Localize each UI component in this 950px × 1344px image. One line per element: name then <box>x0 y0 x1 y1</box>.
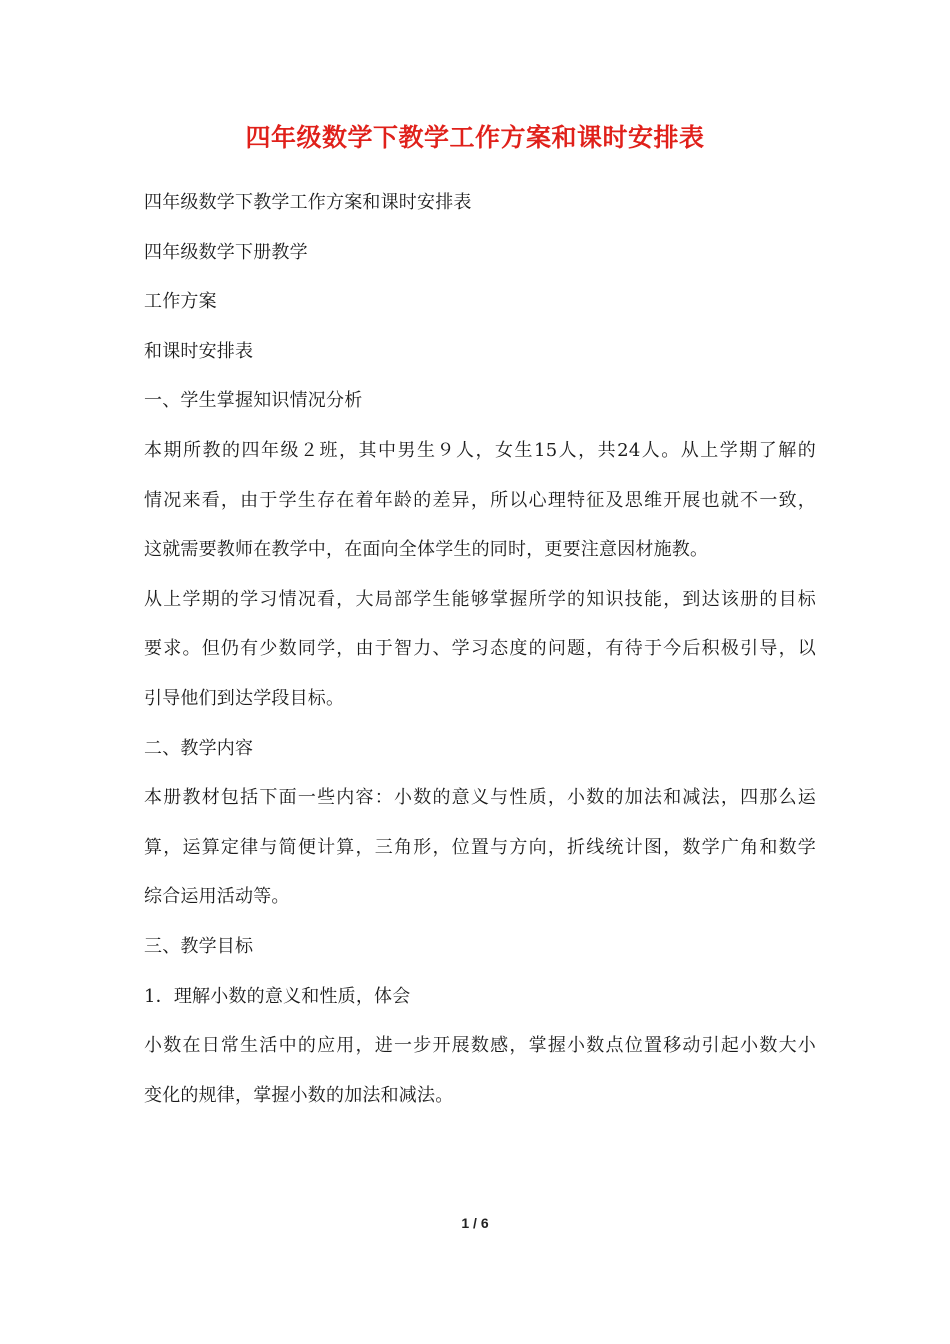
body-line: 1．理解小数的意义和性质，体会 <box>144 985 411 1007</box>
body-line: 这就需要教师在教学中，在面向全体学生的同时，更要注意因材施教。 <box>144 539 709 561</box>
body-line: 本册教材包括下面一些内容：小数的意义与性质，小数的加法和减法，四那么运 <box>144 787 816 809</box>
body-line: 算，运算定律与简便计算，三角形，位置与方向，折线统计图，数学广角和数学 <box>144 836 816 858</box>
document-body <box>144 178 816 1120</box>
body-line: 引导他们到达学段目标。 <box>144 687 345 709</box>
body-line: 本期所教的四年级２班，其中男生９人，女生15人，共24人。从上学期了解的 <box>144 439 816 461</box>
body-line: 从上学期的学习情况看，大局部学生能够掌握所学的知识技能，到达该册的目标 <box>144 588 816 610</box>
body-line: 变化的规律，掌握小数的加法和减法。 <box>144 1084 454 1106</box>
body-line: 和课时安排表 <box>144 340 254 362</box>
section-heading: 一、学生掌握知识情况分析 <box>144 390 363 412</box>
document-title: 四年级数学下教学工作方案和课时安排表 <box>245 123 705 152</box>
body-line: 要求。但仍有少数同学，由于智力、学习态度的问题，有待于今后积极引导，以 <box>144 638 816 660</box>
body-line: 四年级数学下教学工作方案和课时安排表 <box>144 192 472 213</box>
body-line: 小数在日常生活中的应用，进一步开展数感，掌握小数点位置移动引起小数大小 <box>144 1035 816 1057</box>
section-heading: 二、教学内容 <box>144 737 254 759</box>
body-line: 情况来看，由于学生存在着年龄的差异，所以心理特征及思维开展也就不一致， <box>144 489 816 511</box>
body-line: 综合运用活动等。 <box>144 886 290 908</box>
body-line: 工作方案 <box>144 291 217 313</box>
section-heading: 三、教学目标 <box>144 935 254 957</box>
body-line: 四年级数学下册教学 <box>144 241 308 263</box>
page-number: 1 / 6 <box>461 1215 489 1231</box>
